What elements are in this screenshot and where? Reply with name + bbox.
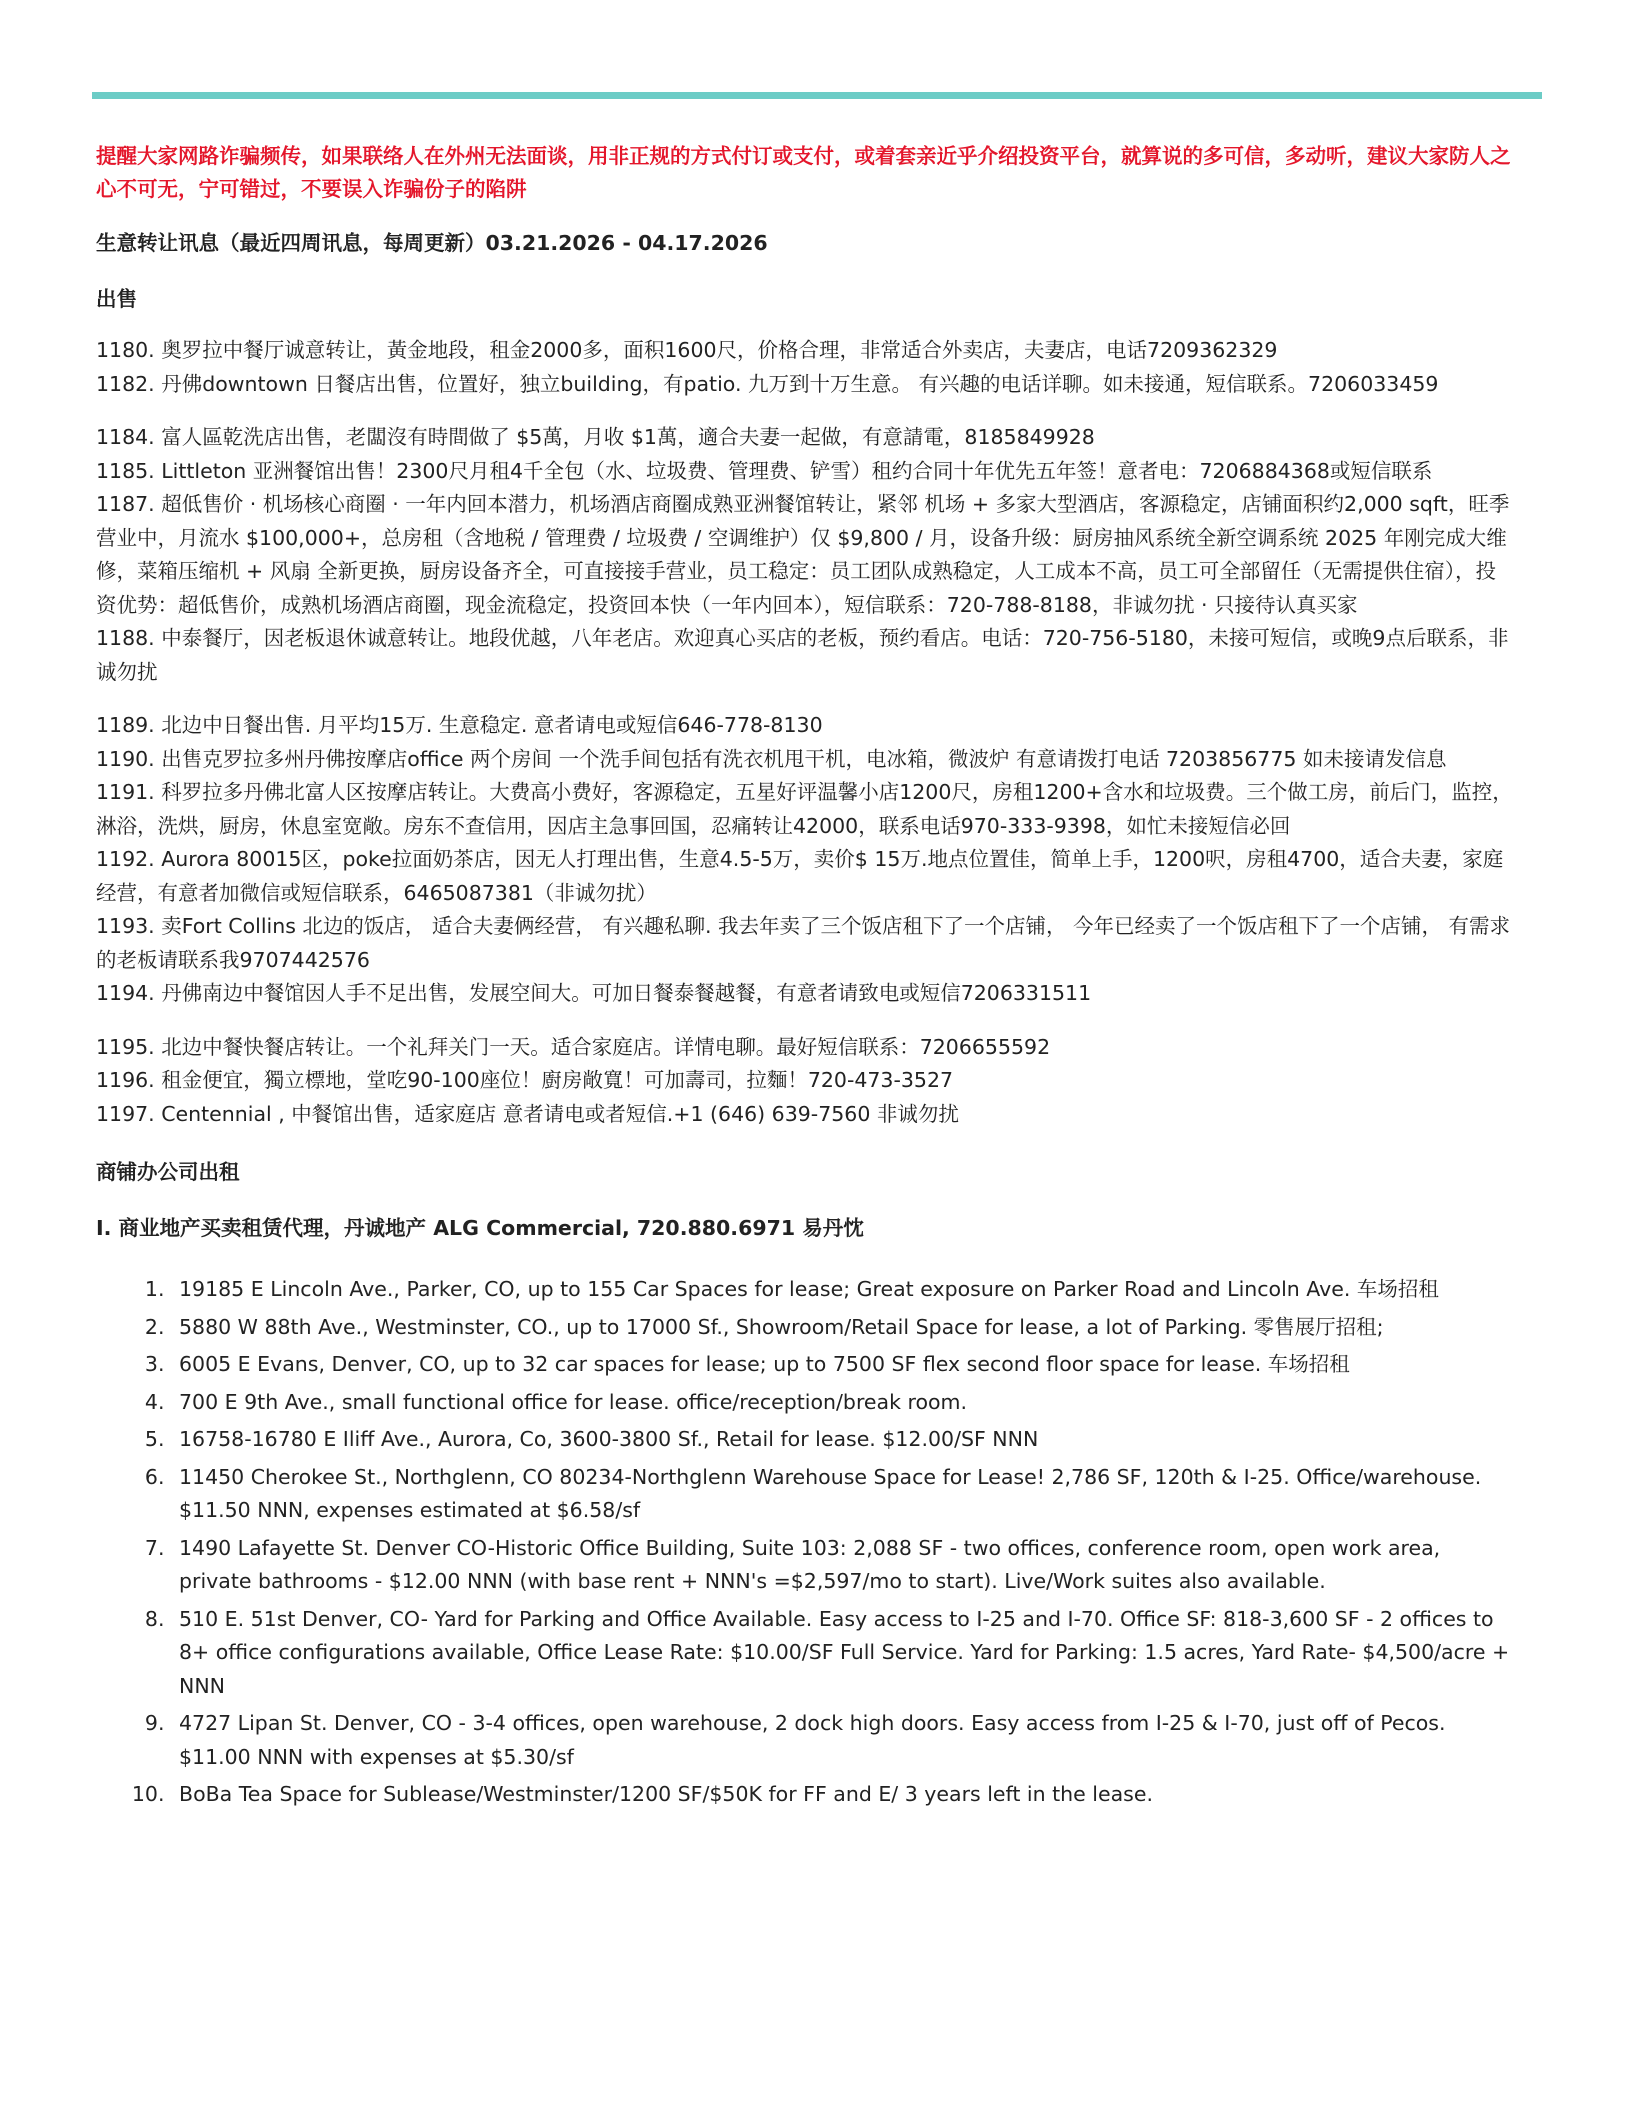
sale-item: 1185. Littleton 亚洲餐馆出售！2300尺月租4千全包（水、垃圾费、管理费、铲雪）租约合同十年优先五年签！意者电：7206884368或短信联系: [96, 458, 1433, 483]
lease-item: 1. 19185 E Lincoln Ave., Parker, CO, up to 155 Car Spaces for lease; Great exposure on Parker Road and Lincoln Ave. 车场招租: [171, 1273, 1516, 1307]
lease-item: 9. 4727 Lipan St. Denver, CO - 3-4 offices, open warehouse, 2 dock high doors. Easy access from I-25 & I-70, just off of Pecos. $11.00 NNN with expenses at $5.30/sf: [171, 1707, 1516, 1774]
sale-group: [96, 1031, 1516, 1132]
sale-item: 1195. 北边中餐快餐店转让。一个礼拜关门一天。适合家庭店。详情电聊。最好短信联系：7206655592: [96, 1034, 1051, 1059]
sale-item: 1192. Aurora 80015区，poke拉面奶茶店，因无人打理出售，生意4.5-5万，卖价$ 15万.地点位置佳，简单上手，1200呎，房租4700，适合夫妻，家庭经营，有意者加微信或短信联系，6465087381（非诚勿扰）: [96, 847, 1504, 905]
sale-item: 1180. 奥罗拉中餐厅诚意转让，黃金地段，租金2000多，面积1600尺，价格合理，非常适合外卖店，夫妻店，电话7209362329: [96, 338, 1278, 362]
sale-item: 1197. Centennial , 中餐馆出售，适家庭店 意者请电或者短信.+1 (646) 639-7560 非诚勿扰: [96, 1101, 959, 1126]
sale-item: 1189. 北边中日餐出售. 月平均15万. 生意稳定. 意者请电或短信646-778-8130: [96, 713, 823, 737]
sale-item: 1190. 出售克罗拉多州丹佛按摩店office 两个房间 一个洗手间包括有洗衣机甩干机，电冰箱，微波炉 有意请拨打电话 7203856775 如未接请发信息: [96, 746, 1447, 771]
rent-heading: 商铺办公司出租: [96, 1160, 240, 1184]
period-heading: 生意转让讯息（最近四周讯息，每周更新）03.21.2026 - 04.17.2026: [96, 231, 768, 255]
sale-item: 1187. 超低售价 · 机场核心商圈 · 一年内回本潜力，机场酒店商圈成熟亚洲餐馆转让，紧邻 机场 + 多家大型酒店，客源稳定，店铺面积约2,000 sqft，旺季营业中，月流水 $100,000+，总房租（含地税 / 管理费 / 垃圾费 / 空调维护）仅 $9,800 / 月，设备升级：厨房抽风系统全新空调系统 2025 年刚完成大维修，菜箱压缩机 + 风扇 全新更换，厨房设备齐全，可直接接手营业，员工稳定：员工团队成熟稳定，人工成本不高，员工可全部留任（无需提供住宿），投资优势：超低售价，成熟机场酒店商圈，现金流稳定，投资回本快（一年内回本），短信联系：720-788-8188，非诚勿扰 · 只接待认真买家: [96, 492, 1510, 617]
lease-item: 5. 16758-16780 E Iliff Ave., Aurora, Co, 3600-3800 Sf., Retail for lease. $12.00/SF NNN: [171, 1423, 1516, 1457]
top-divider: [92, 92, 1542, 99]
lease-item: 6. 11450 Cherokee St., Northglenn, CO 80234-Northglenn Warehouse Space for Lease! 2,786 SF, 120th & I-25. Office/warehouse. $11.50 NNN, expenses estimated at $6.58/sf: [171, 1461, 1516, 1528]
lease-item: 10. BoBa Tea Space for Sublease/Westminster/1200 SF/$50K for FF and E/ 3 years left in the lease.: [171, 1778, 1516, 1812]
sale-group: [96, 334, 1516, 401]
lease-item: 2. 5880 W 88th Ave., Westminster, CO., up to 17000 Sf., Showroom/Retail Space for lease, a lot of Parking. 零售展厅招租;: [171, 1311, 1516, 1345]
lease-listings: [96, 1273, 1516, 1812]
lease-item: 7. 1490 Lafayette St. Denver CO-Historic Office Building, Suite 103: 2,088 SF - two offices, conference room, open work area, private bathrooms - $12.00 NNN (with base rent + NNN's =$2,597/mo to start). Live/Work suites also available.: [171, 1532, 1516, 1599]
page-content: [96, 140, 1516, 1816]
sale-item: 1196. 租金便宜，獨立標地，堂吃90-100座位！廚房敞寬！可加壽司，拉麵！720-473-3527: [96, 1068, 954, 1092]
sale-item: 1193. 卖Fort Collins 北边的饭店， 适合夫妻俩经营， 有兴趣私聊. 我去年卖了三个饭店租下了一个店铺， 今年已经卖了一个饭店租下了一个店铺， 有需求的老板请联系我9707442576: [96, 914, 1511, 972]
sale-group: [96, 421, 1516, 689]
alg-heading: I. 商业地产买卖租赁代理，丹诚地产 ALG Commercial, 720.880.6971 易丹忱: [96, 1216, 864, 1240]
sale-listings: [96, 334, 1516, 1131]
sale-item: 1182. 丹佛downtown 日餐店出售，位置好，独立building，有patio. 九万到十万生意。 有兴趣的电话详聊。如未接通，短信联系。7206033459: [96, 371, 1439, 396]
sale-item: 1184. 富人區乾洗店出售，老闆沒有時間做了 $5萬，月收 $1萬，適合夫妻一起做，有意請電，8185849928: [96, 425, 1095, 449]
lease-item: 3. 6005 E Evans, Denver, CO, up to 32 car spaces for lease; up to 7500 SF flex second floor space for lease. 车场招租: [171, 1348, 1516, 1382]
sale-item: 1188. 中泰餐厅，因老板退休诚意转让。地段优越，八年老店。欢迎真心买店的老板，预约看店。电话：720-756-5180，未接可短信，或晚9点后联系，非诚勿扰: [96, 626, 1509, 684]
fraud-warning: 提醒大家网路诈骗频传，如果联络人在外州无法面谈，用非正规的方式付订或支付，或着套亲近乎介绍投资平台，就算说的多可信，多动听，建议大家防人之心不可无，宁可错过，不要误入诈骗份子的陷阱: [96, 144, 1511, 201]
lease-item: 8. 510 E. 51st Denver, CO- Yard for Parking and Office Available. Easy access to I-25 and I-70. Office SF: 818-3,600 SF - 2 offices to 8+ office configurations available, Office Lease Rate: $10.00/SF Full Service. Yard for Parking: 1.5 acres, Yard Rate- $4,500/acre + NNN: [171, 1603, 1516, 1704]
lease-item: 4. 700 E 9th Ave., small functional office for lease. office/reception/break room.: [171, 1386, 1516, 1420]
sale-heading: 出售: [96, 287, 137, 311]
sale-item: 1194. 丹佛南边中餐馆因人手不足出售，发展空间大。可加日餐泰餐越餐，有意者请致电或短信7206331511: [96, 981, 1092, 1005]
sale-group: [96, 709, 1516, 1011]
sale-item: 1191. 科罗拉多丹佛北富人区按摩店转让。大费高小费好，客源稳定，五星好评温馨小店1200尺，房租1200+含水和垃圾费。三个做工房，前后门，监控，淋浴，洗烘，厨房，休息室宽敞。房东不查信用，因店主急事回国，忍痛转让42000，联系电话970-333-9398，如忙未接短信必回: [96, 780, 1513, 838]
